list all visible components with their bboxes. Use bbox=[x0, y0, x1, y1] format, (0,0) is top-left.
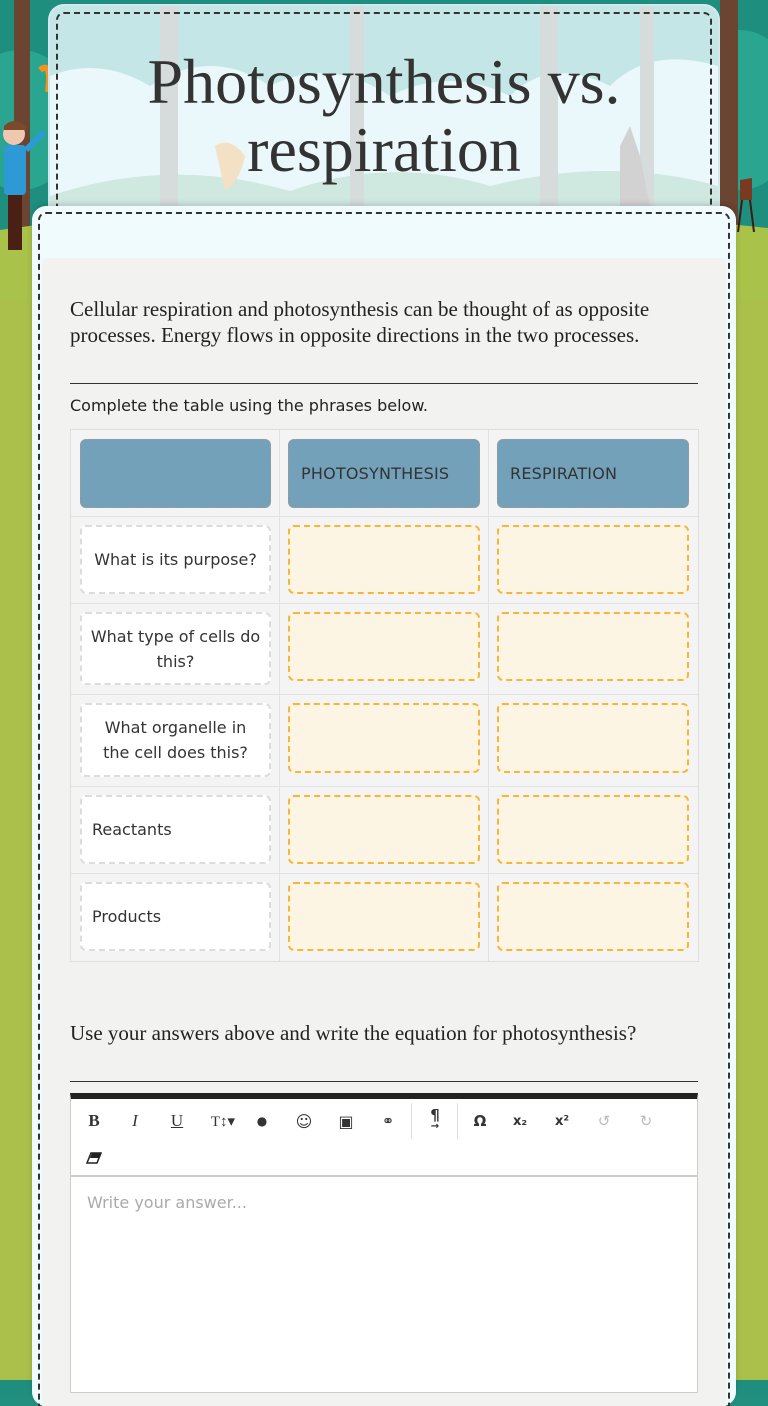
editor-toolbar bbox=[71, 1099, 697, 1177]
paragraph-direction-icon[interactable] bbox=[421, 1107, 449, 1135]
emoji-icon[interactable]: ☺ bbox=[295, 1111, 313, 1131]
drag-drop-table bbox=[70, 429, 699, 962]
drop-zone-respiration[interactable] bbox=[497, 612, 689, 681]
toolbar-separator bbox=[457, 1103, 458, 1139]
question-cell: What is its purpose? bbox=[80, 525, 271, 594]
question-cell: What type of cells do this? bbox=[80, 612, 271, 685]
toolbar-separator bbox=[411, 1103, 412, 1139]
title-line-2: respiration bbox=[247, 114, 521, 185]
underline-icon[interactable]: U bbox=[170, 1111, 184, 1130]
drop-zone-respiration[interactable] bbox=[497, 882, 689, 951]
intro-paragraph: Cellular respiration and photosynthesis can be thought of as opposite processes. Energy flows in opposite directions in the two processes. bbox=[70, 297, 650, 347]
table-row bbox=[71, 786, 698, 874]
title-line-1: Photosynthesis vs. bbox=[147, 46, 621, 117]
subscript-icon[interactable]: x₂ bbox=[512, 1113, 528, 1129]
question-cell: What organelle in the cell does this? bbox=[80, 703, 271, 777]
paragraph-glyph: ¶ bbox=[430, 1106, 440, 1124]
drop-zone-photosynthesis[interactable] bbox=[288, 795, 480, 864]
table-row bbox=[71, 516, 698, 604]
drop-zone-respiration[interactable] bbox=[497, 525, 689, 594]
drop-zone-photosynthesis[interactable] bbox=[288, 703, 480, 773]
color-drop-icon[interactable]: ● bbox=[256, 1114, 268, 1128]
arrow-right-glyph: → bbox=[430, 1121, 440, 1132]
image-icon[interactable]: ▣ bbox=[338, 1111, 354, 1131]
drop-zone-photosynthesis[interactable] bbox=[288, 612, 480, 681]
text-size-icon[interactable]: T↕▾ bbox=[210, 1113, 236, 1130]
superscript-icon[interactable]: x² bbox=[554, 1113, 570, 1129]
drop-zone-respiration[interactable] bbox=[497, 703, 689, 773]
header-cell-photosynthesis: PHOTOSYNTHESIS bbox=[288, 439, 480, 508]
question-cell: Products bbox=[80, 882, 271, 951]
divider-line bbox=[70, 383, 698, 384]
question-cell: Reactants bbox=[80, 795, 271, 864]
tree-trunk-right bbox=[720, 0, 738, 230]
table-row bbox=[71, 603, 698, 695]
header-cell-respiration: RESPIRATION bbox=[497, 439, 689, 508]
drop-zone-respiration[interactable] bbox=[497, 795, 689, 864]
answer-input[interactable] bbox=[71, 1177, 697, 1392]
clear-format-icon[interactable] bbox=[80, 1144, 108, 1172]
link-icon[interactable]: ⚭ bbox=[381, 1112, 395, 1130]
divider-line bbox=[70, 1081, 698, 1082]
header-cell-empty bbox=[80, 439, 271, 508]
special-char-icon[interactable]: Ω bbox=[473, 1112, 487, 1130]
redo-icon[interactable]: ↻ bbox=[639, 1112, 653, 1130]
drop-zone-photosynthesis[interactable] bbox=[288, 882, 480, 951]
table-header-row bbox=[71, 430, 698, 517]
eraser-icon bbox=[86, 1152, 102, 1164]
table-instruction: Complete the table using the phrases below. bbox=[70, 396, 429, 415]
table-row bbox=[71, 694, 698, 787]
undo-icon[interactable]: ↺ bbox=[597, 1112, 611, 1130]
drop-zone-photosynthesis[interactable] bbox=[288, 525, 480, 594]
table-row bbox=[71, 873, 698, 960]
italic-icon[interactable]: I bbox=[132, 1111, 138, 1130]
page-title bbox=[50, 48, 718, 184]
equation-question: Use your answers above and write the equation for photosynthesis? bbox=[70, 1021, 637, 1045]
bold-icon[interactable]: B bbox=[88, 1111, 100, 1130]
answer-editor bbox=[70, 1093, 698, 1393]
